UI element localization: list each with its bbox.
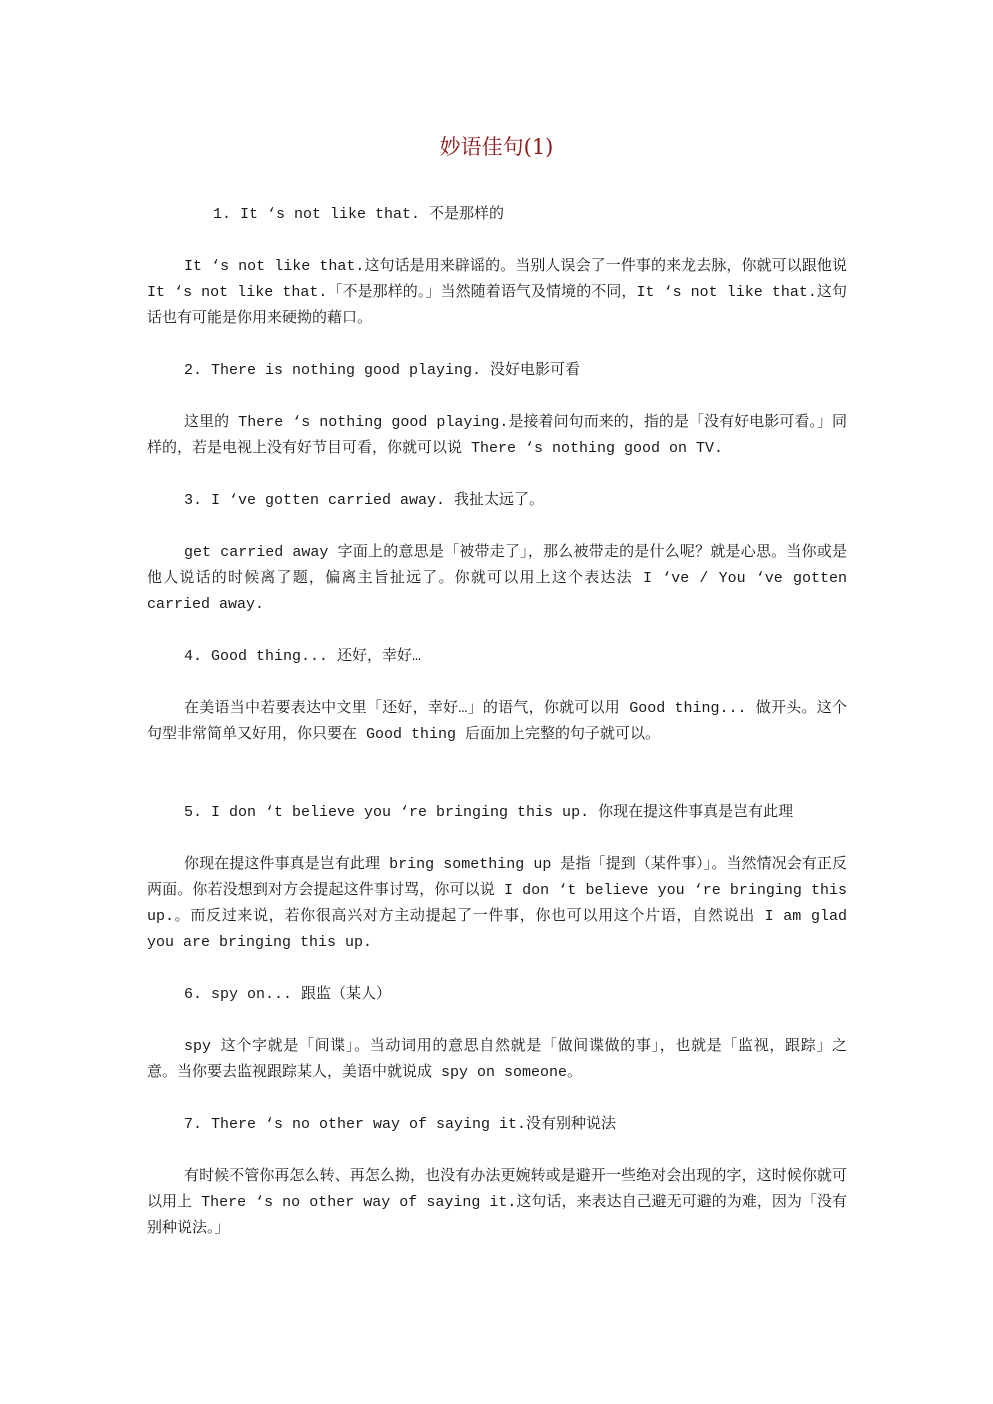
- item-7-heading: 7. There ‘s no other way of saying it.没有别种说法: [184, 1116, 617, 1133]
- item-3-heading: 3. I ‘ve gotten carried away. 我扯太远了。: [184, 492, 545, 509]
- item-3-body: get carried away 字面上的意思是「被带走了」，那么被带走的是什么呢？就是心思。当你或是他人说话的时候离了题，偏离主旨扯远了。你就可以用上这个表达法 I ‘ve / You ‘ve gotten carried away.: [147, 544, 847, 613]
- item-5-heading: 5. I don ‘t believe you ‘re bringing this up. 你现在提这件事真是岂有此理: [184, 804, 794, 821]
- item-4-heading: 4. Good thing... 还好，幸好…: [184, 648, 422, 665]
- item-4-body: 在美语当中若要表达中文里「还好，幸好…」的语气，你就可以用 Good thing... 做开头。这个句型非常简单又好用，你只要在 Good thing 后面加上完整的句子就可以。: [147, 700, 847, 743]
- item-2-body: 这里的 There ‘s nothing good playing.是接着问句而来的，指的是「没有好电影可看。」同样的，若是电视上没有好节目可看，你就可以说 There ‘s nothing good on TV.: [147, 414, 847, 457]
- item-6-heading: 6. spy on... 跟监（某人）: [184, 986, 392, 1003]
- item-2-heading: 2. There is nothing good playing. 没好电影可看: [184, 362, 581, 379]
- item-5-body: 你现在提这件事真是岂有此理 bring something up 是指「提到（某件事）」。当然情况会有正反两面。你若没想到对方会提起这件事讨骂，你可以说 I don ‘t believe you ‘re bringing this up.。而反过来说，若你很高兴对方主动提起了一件事，你也可以用这个片语，自然说出 I am glad you are bringing this up.: [147, 856, 847, 951]
- item-1-heading: 1. It ‘s not like that. 不是那样的: [213, 206, 505, 223]
- document-title: 妙语佳句(1): [439, 135, 554, 159]
- item-1-body: It ‘s not like that.这句话是用来辟谣的。当别人误会了一件事的来龙去脉，你就可以跟他说 It ‘s not like that.「不是那样的。」当然随着语气及情境的不同，It ‘s not like that.这句话也有可能是你用来硬拗的藉口。: [147, 258, 847, 327]
- item-7-body: 有时候不管你再怎么转、再怎么拗，也没有办法更婉转或是避开一些绝对会出现的字，这时候你就可以用上 There ‘s no other way of saying it.这句话，来表达自己避无可避的为难，因为「没有别种说法。」: [147, 1168, 847, 1237]
- document-body: [147, 202, 847, 1242]
- item-6-body: spy 这个字就是「间谍」。当动词用的意思自然就是「做间谍做的事」，也就是「监视，跟踪」之意。当你要去监视跟踪某人，美语中就说成 spy on someone。: [147, 1038, 847, 1081]
